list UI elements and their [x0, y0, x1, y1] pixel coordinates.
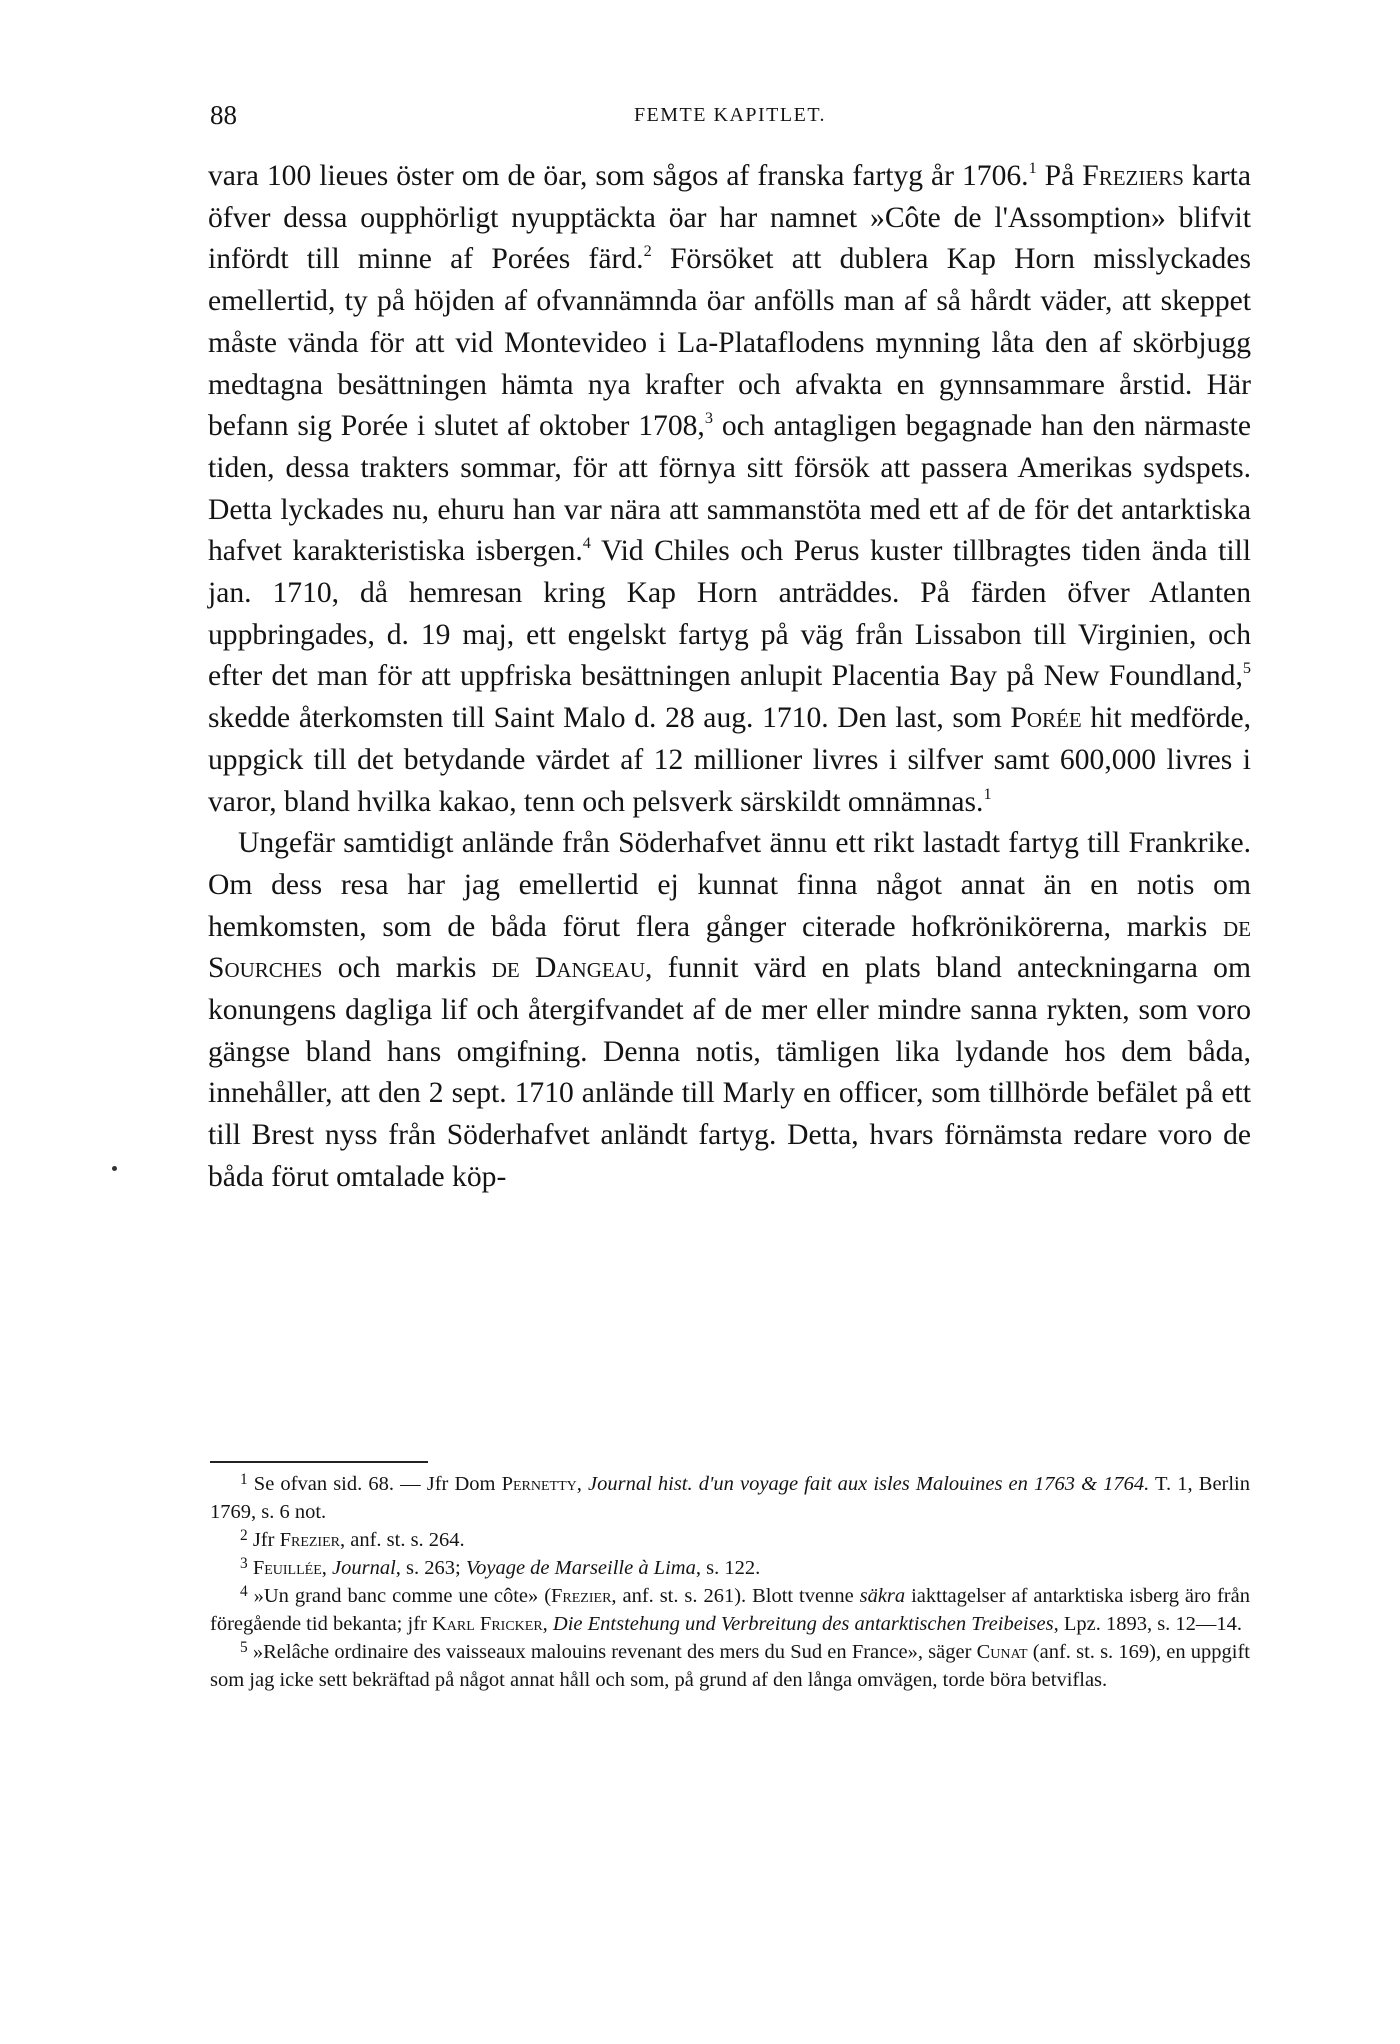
footnote-5: $^5$ »Relâche ordinaire des vaisseaux malouins revenant des mers du Sud en France», säger Cunat (anf. st. s. 169), en uppgift som jag icke sett bekräftad på något annat håll och som, på grund af den långa omvägen, torde böra betviflas. [210, 1638, 1251, 1691]
paragraph-1: vara 100 lieues öster om de öar, som sågos af franska fartyg år 1706.$^1$ På Freziers karta öfver dessa oupphörligt nyupptäckta öar har namnet »Côte de l'Assomption» blifvit infördt till minne af Porées färd.$^2$ Försöket att dublera Kap Horn misslyckades emellertid, ty på höjden af ofvannämnda öar anfölls man af så hårdt väder, att skeppet måste vända för att vid Montevideo i La-Plataflodens mynning låta den af skörbjugg medtagna besättningen hämta nya krafter och afvakta en gynnsammare årstid. Här befann sig Porée i slutet af oktober 1708,$^3$ och antagligen begagnade han den närmaste tiden, dessa trakters sommar, för att förnya sitt försök att passera Amerikas sydspets. Detta lyckades nu, ehuru han var nära att sammanstöta med ett af de för det antarktiska hafvet karakteristiska isbergen.$^4$ Vid Chiles och Perus kuster tillbragtes tiden ända till jan. 1710, då hemresan kring Kap Horn anträddes. På färden öfver Atlanten uppbringades, d. 19 maj, ett engelskt fartyg på väg från Lissabon till Virginien, och efter det man för att uppfriska besättningen anlupit Placentia Bay på New Foundland,$^5$ skedde återkomsten till Saint Malo d. 28 aug. 1710. Den last, som Porée hit medförde, uppgick till det betydande värdet af 12 millioner livres i silfver samt 600,000 livres i varor, bland hvilka kakao, tenn och pelsverk särskildt omnämnas.$^1$ [208, 157, 1251, 818]
footnote-1: $^1$ Se ofvan sid. 68. — Jfr Dom Pernetty, Journal hist. d'un voyage fait aux isles Malouines en 1763 & 1764. T. 1, Berlin 1769, s. 6 not. [210, 1470, 1251, 1523]
footnote-ref: 5 [1242, 658, 1251, 678]
footnote-2: $^2$ Jfr Frezier, anf. st. s. 264. [240, 1526, 465, 1551]
body-text [208, 156, 1251, 1199]
running-head: FEMTE KAPITLET. [633, 104, 827, 126]
footnote-ref: 4 [582, 533, 591, 553]
page-number: 88 [210, 100, 237, 130]
page-header [210, 100, 1250, 140]
footnote-rule [210, 1461, 428, 1463]
author-name: Freziers [1082, 160, 1184, 192]
footnote-4: $^4$ »Un grand banc comme une côte» (Frezier, anf. st. s. 261). Blott tvenne säkra iakttagelser af antarktiska isberg äro från föregående tid bekanta; jfr Karl Fricker, Die Entstehung und Verbreitung des antarktischen Treibeises, Lpz. 1893, s. 12—14. [210, 1582, 1250, 1635]
footnote-ref: 2 [643, 241, 652, 261]
margin-dot [112, 1166, 117, 1171]
person-name: de Dangeau [491, 952, 646, 985]
footnote-ref: 1 [983, 783, 992, 803]
footnotes [210, 1470, 1250, 1694]
footnote-3: $^3$ Feuillée, Journal, s. 263; Voyage de Marseille à Lima, s. 122. [240, 1554, 761, 1579]
footnote-ref: 3 [704, 408, 713, 428]
paragraph-2: Ungefär samtidigt anlände från Söderhafvet ännu ett rikt lastadt fartyg till Frankrike. Om dess resa har jag emellertid ej kunnat finna något annat än en notis om hemkomsten, som de båda förut flera gånger citerade hofkrönikörerna, markis de Sourches och markis de Dangeau, funnit värd en plats bland anteckningarna om konungens dagliga lif och återgifvandet af de mer eller mindre sanna rykten, som voro gängse bland hans omgifning. Denna notis, tämligen lika lydande hos dem båda, innehåller, att den 2 sept. 1710 anlände till Marly en officer, som tillhörde befälet på ett till Brest nyss från Söderhafvet anländt fartyg. Detta, hvars förnämsta redare voro de båda förut omtalade köp- [208, 827, 1251, 1193]
person-name: Porée [1010, 702, 1082, 735]
footnote-ref: 1 [1028, 157, 1037, 177]
person-name: de Sourches [208, 910, 1251, 985]
